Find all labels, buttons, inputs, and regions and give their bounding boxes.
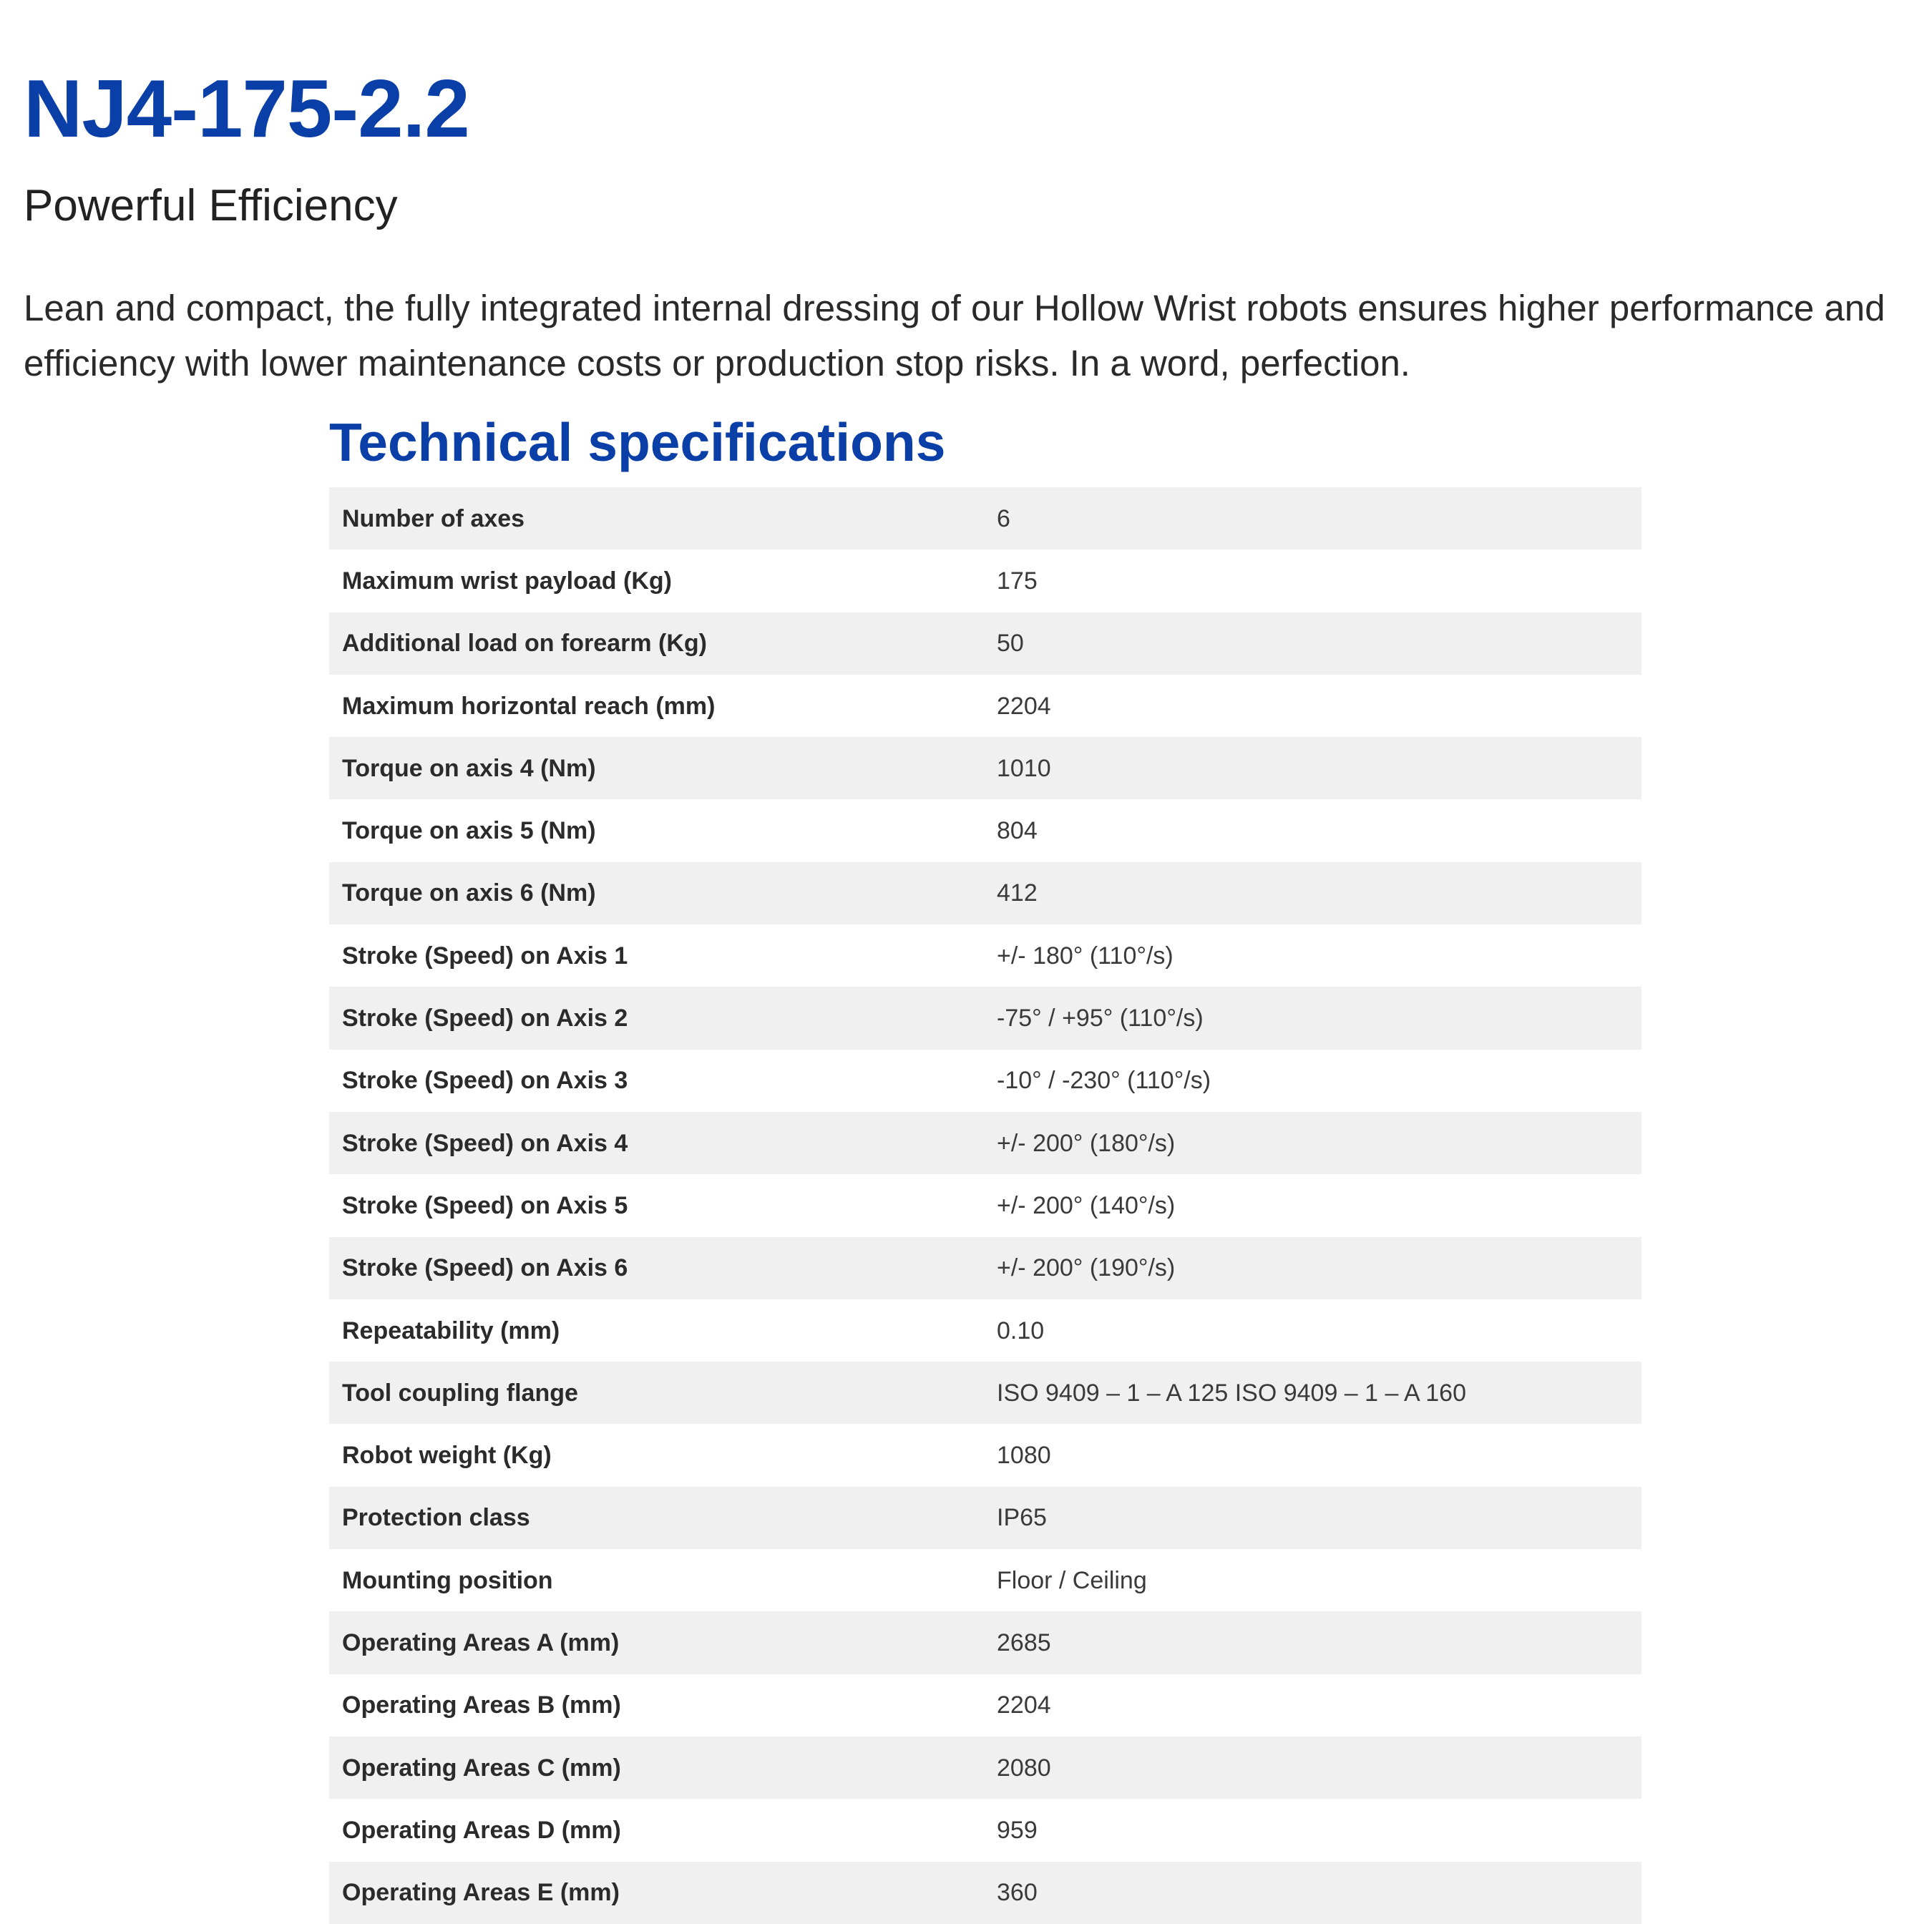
spec-label: Stroke (Speed) on Axis 3 xyxy=(342,1067,628,1095)
spec-value: 412 xyxy=(997,879,1038,907)
spec-label: Robot weight (Kg) xyxy=(342,1442,552,1470)
product-description: Lean and compact, the fully integrated internal dressing of our Hollow Wrist robots ensures higher performance and efficiency with lower maintenance costs or production stop risks. In a word, perfection. xyxy=(24,288,1885,384)
spec-value: IP65 xyxy=(997,1504,1047,1532)
table-row xyxy=(329,862,1641,924)
table-row xyxy=(329,1487,1641,1549)
spec-value: 2080 xyxy=(997,1754,1051,1782)
table-row xyxy=(329,675,1641,737)
spec-value: +/- 200° (190°/s) xyxy=(997,1254,1176,1282)
spec-label: Operating Areas E (mm) xyxy=(342,1879,620,1907)
specs-heading: Technical specifications xyxy=(329,412,946,472)
spec-label: Torque on axis 4 (Nm) xyxy=(342,754,596,782)
table-row xyxy=(329,1611,1641,1674)
spec-label: Stroke (Speed) on Axis 6 xyxy=(342,1254,628,1282)
spec-value: 2204 xyxy=(997,1691,1051,1719)
spec-label: Stroke (Speed) on Axis 1 xyxy=(342,942,628,970)
table-row xyxy=(329,612,1641,675)
table-row xyxy=(329,1237,1641,1299)
table-row xyxy=(329,737,1641,799)
table-row xyxy=(329,1799,1641,1861)
table-row xyxy=(329,550,1641,612)
spec-label: Stroke (Speed) on Axis 2 xyxy=(342,1005,628,1032)
spec-value: 0.10 xyxy=(997,1317,1045,1344)
spec-label: Tool coupling flange xyxy=(342,1379,578,1407)
spec-value: 50 xyxy=(997,630,1024,658)
spec-label: Maximum wrist payload (Kg) xyxy=(342,567,672,595)
spec-label: Repeatability (mm) xyxy=(342,1317,560,1344)
product-subtitle: Powerful Efficiency xyxy=(24,181,398,230)
table-row xyxy=(329,799,1641,861)
spec-value: 1010 xyxy=(997,754,1051,782)
table-row xyxy=(329,1362,1641,1424)
table-row xyxy=(329,1674,1641,1737)
spec-value: 6 xyxy=(997,504,1010,532)
spec-value: 2685 xyxy=(997,1628,1051,1656)
spec-value: -75° / +95° (110°/s) xyxy=(997,1005,1204,1032)
spec-label: Additional load on forearm (Kg) xyxy=(342,630,707,658)
spec-label: Torque on axis 6 (Nm) xyxy=(342,879,596,907)
spec-label: Operating Areas C (mm) xyxy=(342,1754,621,1782)
specs-table xyxy=(329,487,1641,1924)
table-row xyxy=(329,1174,1641,1236)
spec-label: Torque on axis 5 (Nm) xyxy=(342,817,596,845)
spec-value: 804 xyxy=(997,817,1038,845)
table-row xyxy=(329,1737,1641,1799)
product-title: NJ4-175-2.2 xyxy=(24,64,469,155)
table-row xyxy=(329,1050,1641,1112)
specs-table-body xyxy=(329,487,1641,1924)
table-row xyxy=(329,1424,1641,1486)
table-row xyxy=(329,1112,1641,1174)
table-row xyxy=(329,924,1641,987)
table-row xyxy=(329,1549,1641,1611)
spec-value: 175 xyxy=(997,567,1038,595)
spec-label: Mounting position xyxy=(342,1566,553,1594)
spec-label: Stroke (Speed) on Axis 5 xyxy=(342,1191,628,1219)
spec-value: +/- 200° (180°/s) xyxy=(997,1129,1176,1157)
spec-label: Protection class xyxy=(342,1504,530,1532)
spec-value: +/- 200° (140°/s) xyxy=(997,1191,1176,1219)
spec-value: 959 xyxy=(997,1816,1038,1844)
spec-value: +/- 180° (110°/s) xyxy=(997,942,1174,970)
spec-label: Stroke (Speed) on Axis 4 xyxy=(342,1129,628,1157)
table-row xyxy=(329,1299,1641,1362)
spec-label: Operating Areas B (mm) xyxy=(342,1691,621,1719)
spec-label: Operating Areas D (mm) xyxy=(342,1816,621,1844)
spec-value: 2204 xyxy=(997,692,1051,720)
spec-label: Number of axes xyxy=(342,504,525,532)
spec-value: ISO 9409 – 1 – A 125 ISO 9409 – 1 – A 160 xyxy=(997,1379,1466,1407)
spec-value: 1080 xyxy=(997,1442,1051,1470)
table-row xyxy=(329,487,1641,550)
table-row xyxy=(329,987,1641,1049)
spec-value: 360 xyxy=(997,1879,1038,1907)
spec-value: Floor / Ceiling xyxy=(997,1566,1147,1594)
spec-label: Operating Areas A (mm) xyxy=(342,1628,620,1656)
spec-label: Maximum horizontal reach (mm) xyxy=(342,692,716,720)
spec-value: -10° / -230° (110°/s) xyxy=(997,1067,1211,1095)
